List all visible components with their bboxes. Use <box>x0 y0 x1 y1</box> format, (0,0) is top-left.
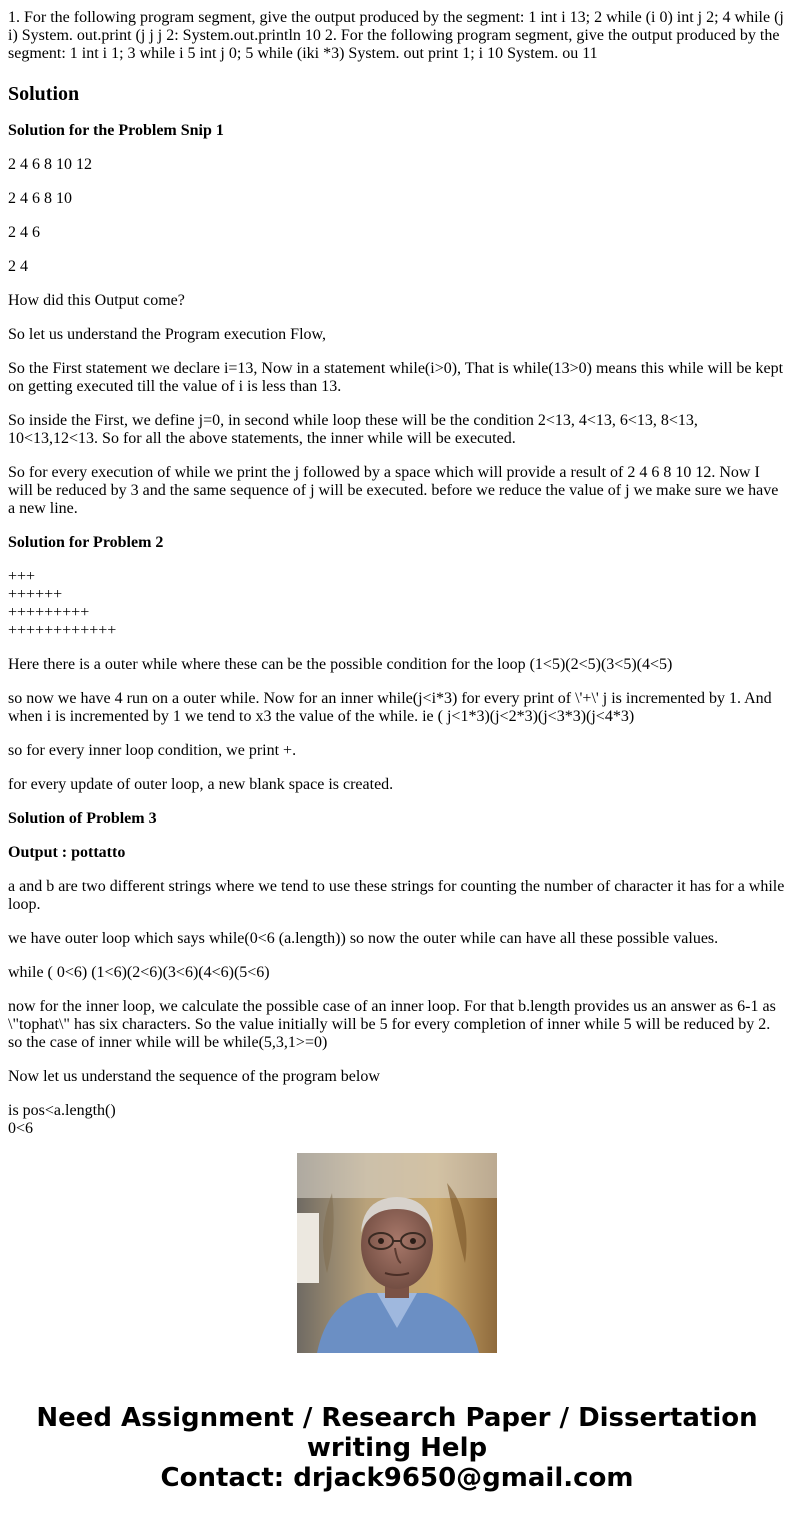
footer-line: Need Assignment / Research Paper / Dissertation <box>36 1403 758 1433</box>
problem2-output-block <box>8 568 786 640</box>
problem3-paragraph: while ( 0<6) (1<6)(2<6)(3<6)(4<6)(5<6) <box>8 964 270 981</box>
plus-line: +++ <box>8 568 36 585</box>
problem1-paragraph: So for every execution of while we print the j followed by a space which will provide a result of 2 4 6 8 10 12. Now I will be reduced by 3 and the same sequence of j will be executed. before we reduce the value of j we make sure we have a new line. <box>8 464 779 517</box>
problem1-output-line: 2 4 6 <box>8 224 40 241</box>
question-text: 1. For the following program segment, give the output produced by the segment: 1 int i 13; 2 while (i 0) int j 2; 4 while (j i) System. out.print (j j j 2: System.out.println 10 2. For the following program segment, give the output produced by the segment: 1 int i 1; 3 while i 5 int j 0; 5 while (iki *3) System. out print 1; i 10 System. ou 11 <box>8 9 784 62</box>
plus-line: ++++++++++++ <box>8 622 117 639</box>
author-avatar <box>297 1153 497 1353</box>
article-content <box>8 9 786 1137</box>
problem2-paragraph: for every update of outer loop, a new blank space is created. <box>8 776 394 793</box>
footer-banner <box>0 1403 794 1493</box>
problem1-paragraph: So the First statement we declare i=13, Now in a statement while(i>0), That is while(13>0) means this while will be kept on getting executed till the value of i is less than 13. <box>8 360 784 395</box>
problem1-paragraph: So inside the First, we define j=0, in second while loop these will be the condition 2<13, 4<13, 6<13, 8<13, 10<13,12<13. So for all the above statements, the inner while will be executed. <box>8 412 698 447</box>
problem3-heading: Solution of Problem 3 <box>8 810 157 827</box>
problem3-paragraph: we have outer loop which says while(0<6 (a.length)) so now the outer while can have all these possible values. <box>8 930 719 947</box>
solution-heading: Solution <box>8 83 80 105</box>
plus-line: +++++++++ <box>8 604 90 621</box>
problem1-output-line: 2 4 6 8 10 <box>8 190 72 207</box>
problem2-paragraph: Here there is a outer while where these can be the possible condition for the loop (1<5)(2<5)(3<5)(4<5) <box>8 656 673 673</box>
footer-line: writing Help <box>306 1433 488 1463</box>
problem1-paragraph: How did this Output come? <box>8 292 185 309</box>
plus-line: ++++++ <box>8 586 63 603</box>
problem3-paragraph: now for the inner loop, we calculate the possible case of an inner loop. For that b.length provides us an answer as 6-1 as \"tophat\" has six characters. So the value initially will be 5 for every completion of inner while 5 will be reduced by 2. so the case of inner while will be while(5,3,1>=0) <box>8 998 776 1051</box>
problem1-output-line: 2 4 <box>8 258 28 275</box>
problem2-heading: Solution for Problem 2 <box>8 534 164 551</box>
problem2-paragraph: so for every inner loop condition, we print +. <box>8 742 297 759</box>
problem3-output: Output : pottatto <box>8 844 126 861</box>
author-photo <box>297 1153 497 1353</box>
problem2-paragraph: so now we have 4 run on a outer while. Now for an inner while(j<i*3) for every print of \'+\' j is incremented by 1. And when i is incremented by 1 we tend to x3 the value of the while. ie ( j<1*3)(j<2*3)(j<3*3)(j<4*3) <box>8 690 772 725</box>
footer-contact: Contact: drjack9650@gmail.com <box>160 1463 634 1493</box>
problem3-paragraph: Now let us understand the sequence of the program below <box>8 1068 380 1085</box>
problem3-cut-line: 0<6 <box>8 1120 34 1137</box>
problem3-paragraph: is pos<a.length() <box>8 1102 116 1119</box>
problem1-paragraph: So let us understand the Program execution Flow, <box>8 326 327 343</box>
problem1-output-line: 2 4 6 8 10 12 <box>8 156 92 173</box>
problem1-heading: Solution for the Problem Snip 1 <box>8 122 224 139</box>
problem3-paragraph: a and b are two different strings where we tend to use these strings for counting the number of character it has for a while loop. <box>8 878 785 913</box>
